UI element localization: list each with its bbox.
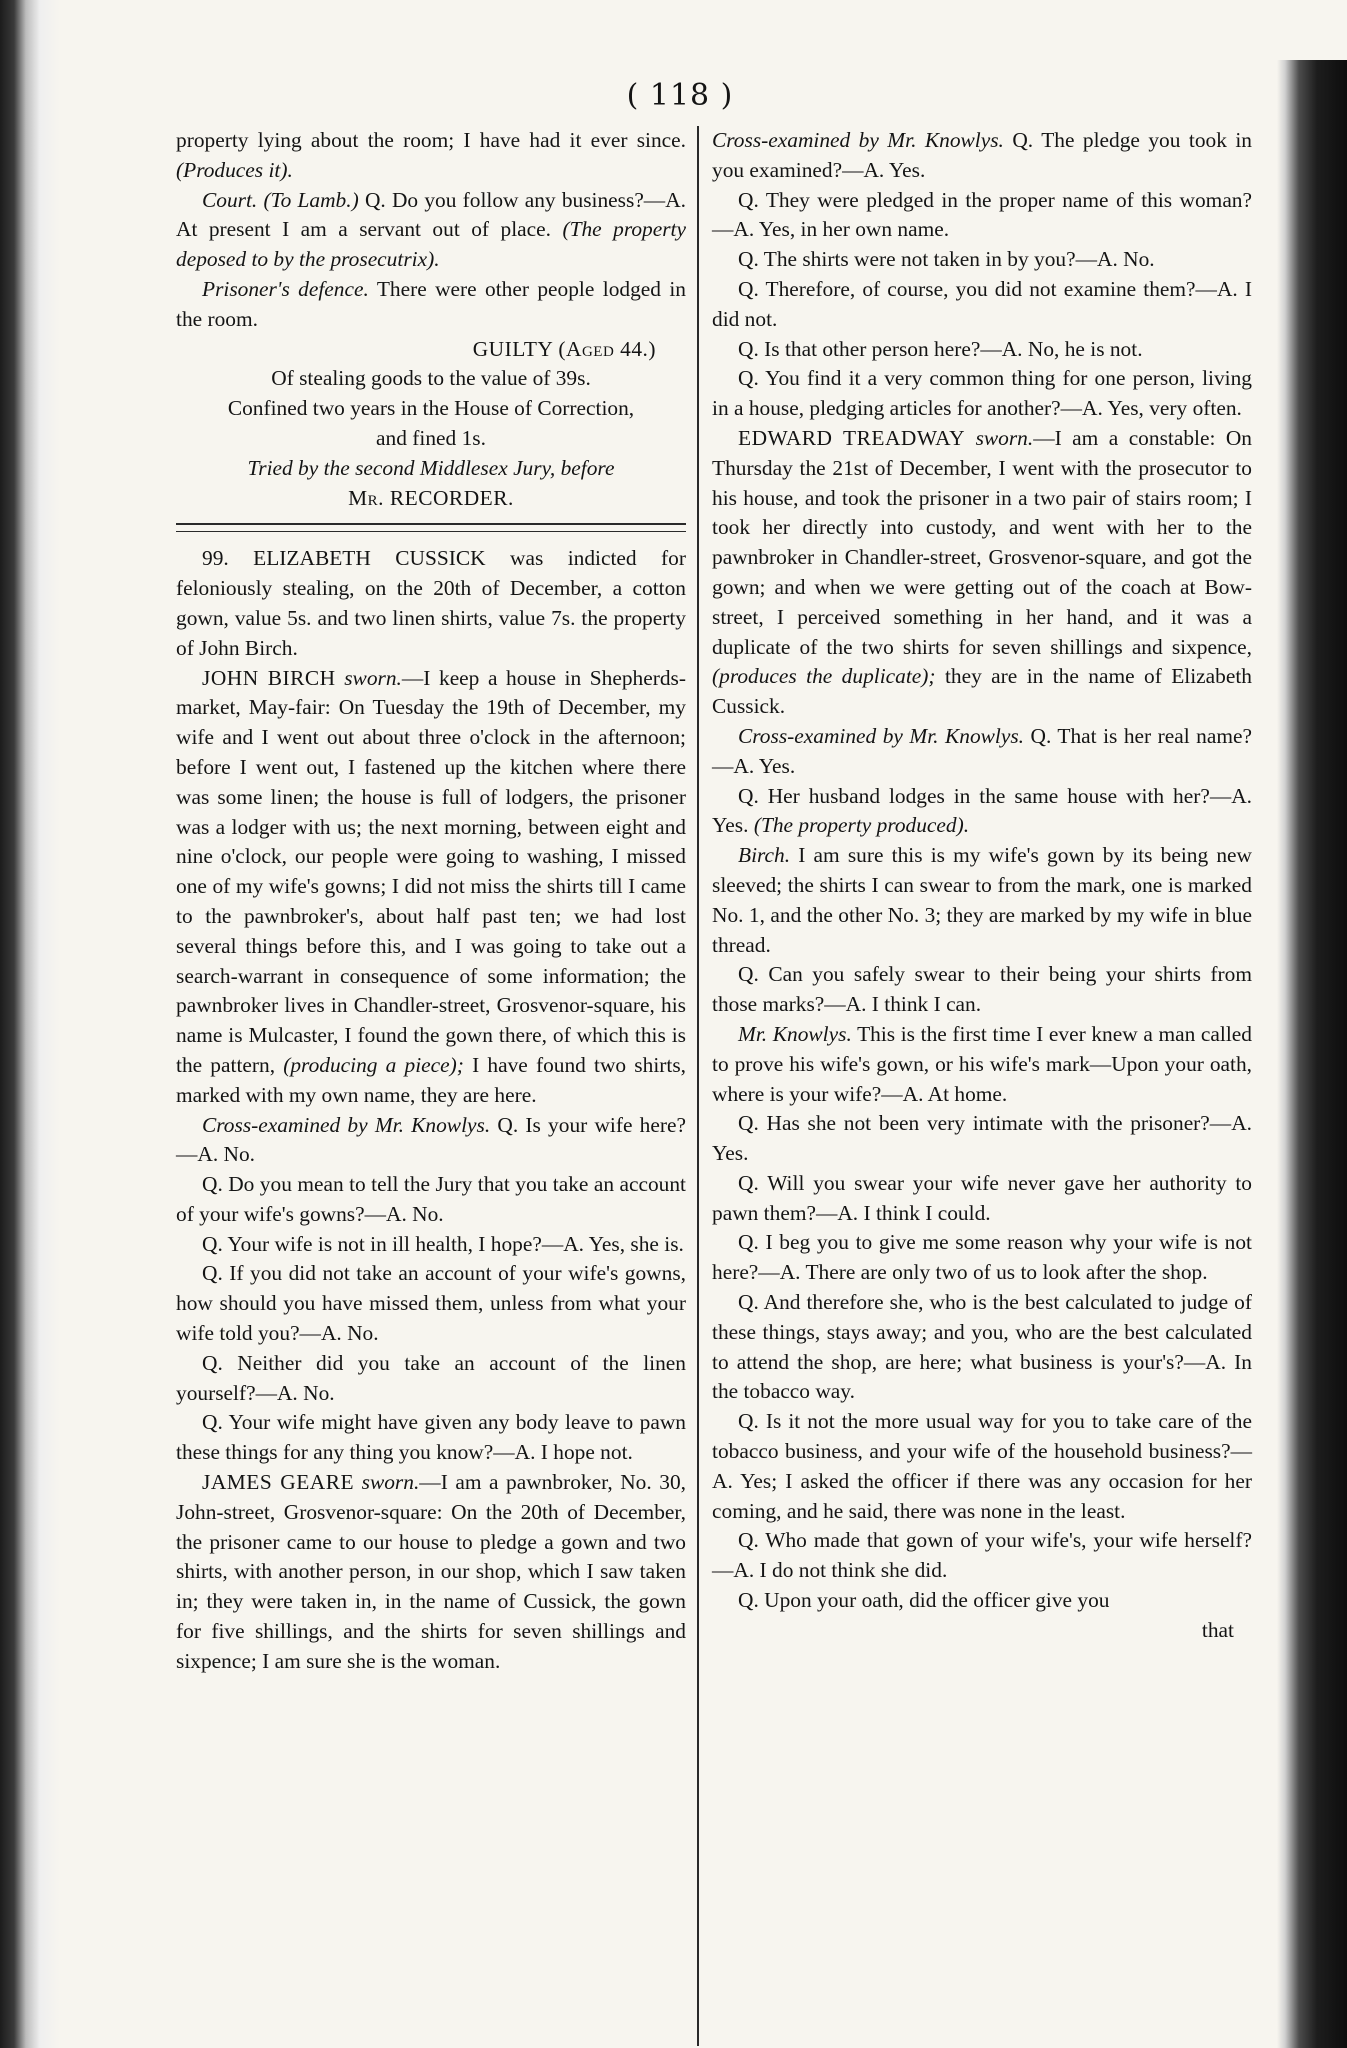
question: Q. Who made that gown of your wife's, your wife herself?—A. I do not think she did. bbox=[712, 1528, 1252, 1583]
scan-right-edge bbox=[1277, 60, 1347, 2048]
paragraph: Q. Her husband lodges in the same house with her?—A. Yes. (The property produced). bbox=[712, 783, 1252, 838]
question: Q. You find it a very common thing for one person, living in a house, pledging articles for another?—A. Yes, very often. bbox=[712, 366, 1252, 421]
case-intro: 99. ELIZABETH CUSSICK was indicted for feloniously stealing, on the 20th of December, a cotton gown, value 5s. and two linen shirts, value 7s. the property of John Birch. bbox=[176, 546, 686, 660]
question: Q. They were pledged in the proper name of this woman?—A. Yes, in her own name. bbox=[712, 187, 1252, 242]
question: Q. Can you safely swear to their being your shirts from those marks?—A. I think I can. bbox=[712, 962, 1252, 1017]
question: Q. Your wife is not in ill health, I hope?—A. Yes, she is. bbox=[202, 1231, 684, 1256]
paragraph: JAMES GEARE sworn.—I am a pawnbroker, No. 30, John-street, Grosvenor-square: On the 20th of December, the prisoner came to our house to pledge a gown and two shirts, with another person, in our shop, which I saw taken in; they were taken in, in the name of Cussick, the gown for five shillings, and the shirts for seven shillings and sixpence; I am sure she is the woman. bbox=[176, 1470, 686, 1673]
sentence-line: Confined two years in the House of Correction, bbox=[227, 396, 635, 421]
question: Q. And therefore she, who is the best calculated to judge of these things, stays away; and you, who are the best calculated to attend the shop, are here; what business is your's?—A. In the tobacco way. bbox=[712, 1290, 1252, 1404]
paragraph: Court. (To Lamb.) Q. Do you follow any business?—A. At present I am a servant out of place. (The property deposed to by the prosecutrix). bbox=[176, 187, 686, 272]
tried-line: Tried by the second Middlesex Jury, before bbox=[247, 455, 615, 480]
paragraph: Birch. I am sure this is my wife's gown by its being new sleeved; the shirts I can swear to from the mark, one is marked No. 1, and the other No. 3; they are marked by my wife in blue thread. bbox=[712, 843, 1252, 957]
right-column bbox=[712, 126, 1252, 2006]
scan-left-edge bbox=[0, 0, 60, 2048]
question: Q. Neither did you take an account of the linen yourself?—A. No. bbox=[176, 1350, 686, 1405]
paragraph: Cross-examined by Mr. Knowlys. Q. The pledge you took in you examined?—A. Yes. bbox=[712, 128, 1252, 182]
sentence-line: Of stealing goods to the value of 39s. bbox=[271, 366, 591, 391]
question: Q. Your wife might have given any body leave to pawn these things for any thing you know?—A. I hope not. bbox=[176, 1410, 686, 1465]
paragraph: Cross-examined by Mr. Knowlys. Q. That is her real name?—A. Yes. bbox=[712, 723, 1252, 778]
catchword: that bbox=[1201, 1617, 1234, 1642]
question: Q. Will you swear your wife never gave her authority to pawn them?—A. I think I could. bbox=[712, 1170, 1252, 1225]
column-rule bbox=[697, 126, 699, 2046]
paragraph: Prisoner's defence. There were other people lodged in the room. bbox=[176, 276, 686, 331]
page-number: ( 118 ) bbox=[626, 78, 734, 113]
paragraph: EDWARD TREADWAY sworn.—I am a constable: On Thursday the 21st of December, I went with the prosecutor to his house, and took the prisoner in a two pair of stairs room; I took her directly into custody, and went with her to the pawnbroker in Chandler-street, Grosvenor-square, and got the gown; and when we were getting out of the coach at Bow-street, I perceived something in her hand, and it was a duplicate of the two shirts for seven shillings and sixpence, (produces the duplicate); they are in the name of Elizabeth Cussick. bbox=[712, 425, 1253, 719]
paragraph: Cross-examined by Mr. Knowlys. Q. Is your wife here?—A. No. bbox=[176, 1112, 686, 1167]
question: Q. I beg you to give me some reason why your wife is not here?—A. There are only two of us to look after the shop. bbox=[712, 1230, 1252, 1285]
paragraph: JOHN BIRCH sworn.—I keep a house in Shepherds-market, May-fair: On Tuesday the 19th of December, my wife and I went out about three o'clock in the afternoon; before I went out, I fastened up the kitchen where there was some linen; the house is full of lodgers, the prisoner was a lodger with us; the next morning, between eight and nine o'clock, our people were going to washing, I missed one of my wife's gowns; I did not miss the shirts till I came to the pawnbroker's, about half past ten; we had lost several things before this, and I was going to take out a search-warrant in consequence of some information; the pawnbroker lives in Chandler-street, Grosvenor-square, his name is Mulcaster, I found the gown there, of which this is the pattern, (producing a piece); I have found two shirts, marked with my own name, they are here. bbox=[176, 665, 687, 1107]
left-column bbox=[176, 126, 686, 2006]
question: Q. Upon your oath, did the officer give you bbox=[738, 1588, 1110, 1613]
question: Q. Has she not been very intimate with the prisoner?—A. Yes. bbox=[712, 1111, 1252, 1166]
question: Q. Is that other person here?—A. No, he is not. bbox=[738, 336, 1143, 361]
question: Q. Do you mean to tell the Jury that you take an account of your wife's gowns?—A. No. bbox=[176, 1172, 686, 1226]
case-separator bbox=[176, 523, 686, 532]
question: Q. Therefore, of course, you did not examine them?—A. I did not. bbox=[712, 276, 1252, 331]
verdict: GUILTY (Aged 44.) bbox=[472, 336, 656, 361]
question: Q. If you did not take an account of your wife's gowns, how should you have missed them, unless from what your wife told you?—A. No. bbox=[176, 1261, 686, 1346]
paragraph: property lying about the room; I have had it ever since. (Produces it). bbox=[176, 128, 686, 182]
tried-line: Mr. RECORDER. bbox=[348, 485, 514, 510]
question: Q. The shirts were not taken in by you?—A. No. bbox=[738, 247, 1155, 272]
paragraph: Mr. Knowlys. This is the first time I ever knew a man called to prove his wife's gown, or his wife's mark—Upon your oath, where is your wife?—A. At home. bbox=[712, 1021, 1252, 1106]
question: Q. Is it not the more usual way for you to take care of the tobacco business, and your wife of the household business?—A. Yes; I asked the officer if there was any occasion for her coming, and he said, there was none in the least. bbox=[712, 1409, 1252, 1523]
sentence-line: and fined 1s. bbox=[376, 425, 486, 450]
